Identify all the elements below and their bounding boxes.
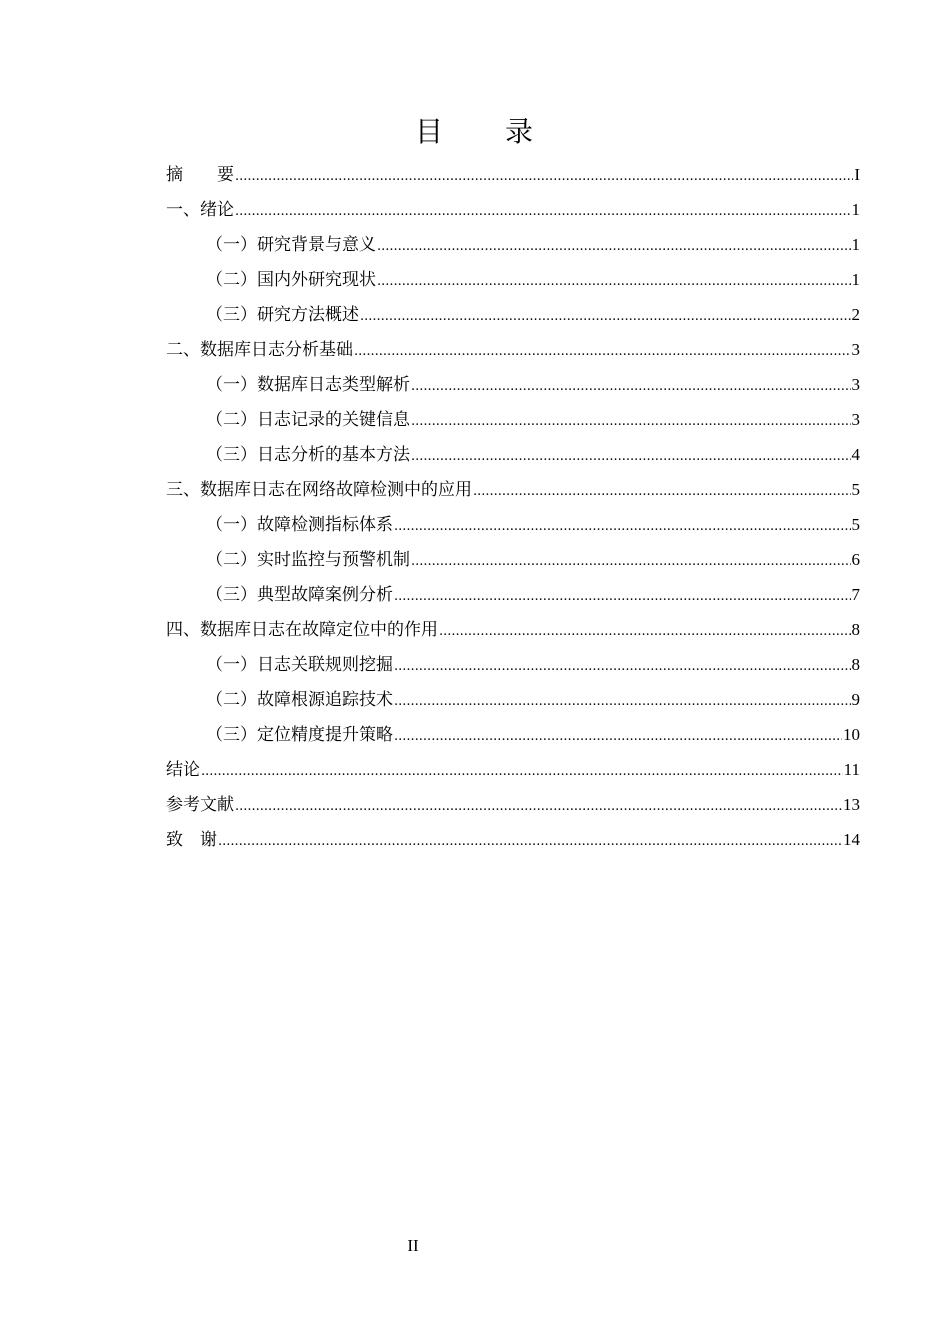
toc-entry-section-3-3[interactable] xyxy=(166,577,860,612)
toc-entry-label: （三）定位精度提升策略 xyxy=(206,725,393,745)
toc-entry-references[interactable] xyxy=(166,787,860,822)
toc-entry-label: 一、绪论 xyxy=(166,200,234,220)
toc-entry-section-3-2[interactable] xyxy=(166,542,860,577)
toc-entry-label: （一）故障检测指标体系 xyxy=(206,515,393,535)
toc-entry-conclusion[interactable] xyxy=(166,752,860,787)
toc-entry-page: 1 xyxy=(851,235,860,254)
toc-entry-label: （一）研究背景与意义 xyxy=(206,235,376,255)
toc-entry-section-4-1[interactable] xyxy=(166,647,860,682)
toc-dot-leader xyxy=(411,439,851,474)
toc-entry-label: （二）实时监控与预警机制 xyxy=(206,550,410,570)
toc-entry-section-2-2[interactable] xyxy=(166,402,860,437)
toc-entry-chapter-3[interactable] xyxy=(166,472,860,507)
toc-entry-page: 3 xyxy=(851,340,860,359)
toc-entry-section-2-1[interactable] xyxy=(166,367,860,402)
toc-entry-acknowledgements[interactable] xyxy=(166,822,860,857)
toc-entry-page: I xyxy=(854,165,860,184)
toc-dot-leader xyxy=(411,404,851,439)
toc-dot-leader xyxy=(218,824,842,859)
toc-dot-leader xyxy=(235,159,853,194)
toc-entry-section-2-3[interactable] xyxy=(166,437,860,472)
page-number: II xyxy=(407,1236,419,1255)
toc-entry-page: 10 xyxy=(843,725,860,744)
toc-entry-section-1-2[interactable] xyxy=(166,262,860,297)
toc-entry-page: 8 xyxy=(851,620,860,639)
table-of-contents xyxy=(166,157,860,857)
toc-dot-leader xyxy=(394,579,851,614)
toc-dot-leader xyxy=(394,509,851,544)
toc-entry-label: 结论 xyxy=(166,760,200,780)
toc-entry-label: 二、数据库日志分析基础 xyxy=(166,340,353,360)
toc-entry-abstract[interactable] xyxy=(166,157,860,192)
toc-entry-section-4-2[interactable] xyxy=(166,682,860,717)
toc-entry-page: 8 xyxy=(851,655,860,674)
toc-entry-page: 11 xyxy=(843,760,860,779)
toc-entry-page: 4 xyxy=(851,445,860,464)
toc-dot-leader xyxy=(394,649,851,684)
toc-dot-leader xyxy=(377,229,851,264)
toc-entry-label: （二）国内外研究现状 xyxy=(206,270,376,290)
toc-entry-page: 13 xyxy=(843,795,860,814)
toc-dot-leader xyxy=(235,789,842,824)
toc-entry-page: 2 xyxy=(851,305,860,324)
toc-entry-label: （三）研究方法概述 xyxy=(206,305,359,325)
toc-entry-page: 14 xyxy=(843,830,860,849)
toc-entry-chapter-1[interactable] xyxy=(166,192,860,227)
toc-entry-label: （一）数据库日志类型解析 xyxy=(206,375,410,395)
toc-entry-page: 3 xyxy=(851,375,860,394)
toc-dot-leader xyxy=(360,299,851,334)
toc-entry-page: 3 xyxy=(851,410,860,429)
toc-entry-page: 1 xyxy=(851,200,860,219)
toc-entry-label: 三、数据库日志在网络故障检测中的应用 xyxy=(166,480,472,500)
toc-entry-section-1-3[interactable] xyxy=(166,297,860,332)
toc-entry-page: 6 xyxy=(851,550,860,569)
toc-entry-label: （三）日志分析的基本方法 xyxy=(206,445,410,465)
toc-entry-page: 5 xyxy=(851,515,860,534)
toc-entry-label: 参考文献 xyxy=(166,795,234,815)
toc-dot-leader xyxy=(235,194,851,229)
toc-entry-section-3-1[interactable] xyxy=(166,507,860,542)
toc-dot-leader xyxy=(394,719,842,754)
toc-entry-label: （三）典型故障案例分析 xyxy=(206,585,393,605)
toc-dot-leader xyxy=(473,474,851,509)
toc-entry-page: 9 xyxy=(851,690,860,709)
page-title: 目 录 xyxy=(414,115,535,148)
toc-entry-label: （一）日志关联规则挖掘 xyxy=(206,655,393,675)
toc-entry-chapter-2[interactable] xyxy=(166,332,860,367)
toc-entry-page: 7 xyxy=(851,585,860,604)
toc-entry-label: 摘 要 xyxy=(166,165,234,185)
toc-entry-label: 四、数据库日志在故障定位中的作用 xyxy=(166,620,438,640)
toc-dot-leader xyxy=(201,754,843,789)
toc-entry-chapter-4[interactable] xyxy=(166,612,860,647)
toc-entry-section-1-1[interactable] xyxy=(166,227,860,262)
toc-entry-section-4-3[interactable] xyxy=(166,717,860,752)
toc-dot-leader xyxy=(377,264,851,299)
toc-entry-page: 5 xyxy=(851,480,860,499)
toc-entry-label: （二）故障根源追踪技术 xyxy=(206,690,393,710)
toc-entry-page: 1 xyxy=(851,270,860,289)
toc-dot-leader xyxy=(439,614,851,649)
toc-dot-leader xyxy=(394,684,851,719)
toc-dot-leader xyxy=(411,544,851,579)
toc-dot-leader xyxy=(411,369,851,404)
toc-dot-leader xyxy=(354,334,851,369)
toc-entry-label: 致 谢 xyxy=(166,830,217,850)
toc-entry-label: （二）日志记录的关键信息 xyxy=(206,410,410,430)
